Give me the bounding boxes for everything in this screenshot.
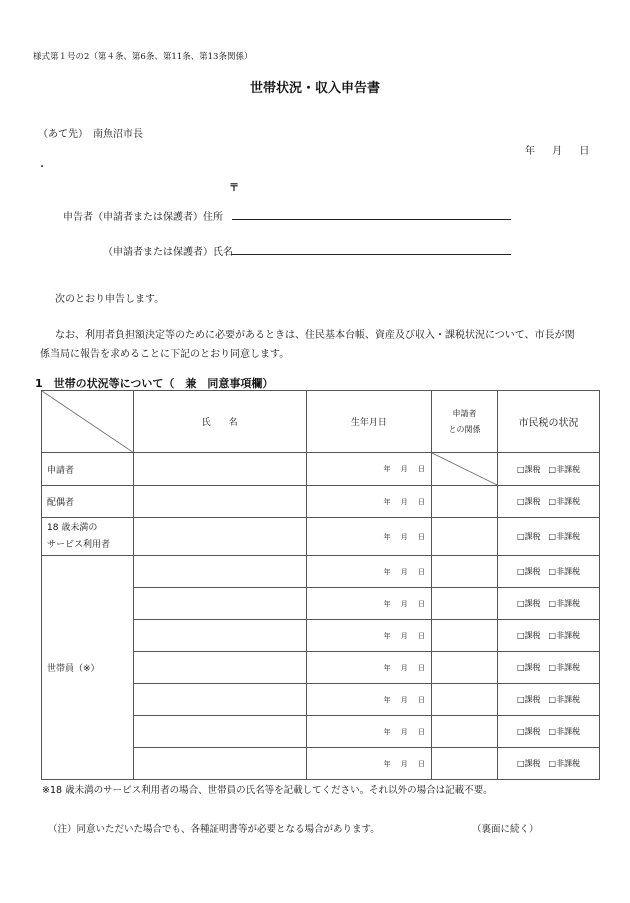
consent-note: （注）同意いただいた場合でも、各種証明書等が必要となる場合があります。 bbox=[48, 824, 380, 835]
birthdate-cell[interactable]: 年 月 日 bbox=[306, 556, 431, 588]
header-tax-status: 市民税の状況 bbox=[498, 391, 600, 453]
relation-cell[interactable] bbox=[431, 684, 497, 716]
tax-options[interactable]: □課税 □非課税 bbox=[498, 588, 600, 620]
address-input-line[interactable] bbox=[232, 219, 511, 220]
relation-cell[interactable] bbox=[431, 486, 497, 518]
section-1-title: 1 世帯の状況等について（ 兼 同意事項欄） bbox=[35, 377, 274, 390]
header-relation-line1: 申請者 bbox=[452, 408, 477, 418]
address-label: 申告者（申請者または保護者）住所 bbox=[63, 212, 223, 223]
table-row bbox=[42, 486, 600, 518]
form-title: 世帯状況・収入申告書 bbox=[249, 81, 380, 96]
relation-cell[interactable] bbox=[431, 652, 497, 684]
name-cell[interactable] bbox=[133, 748, 306, 780]
birthdate-cell[interactable]: 年 月 日 bbox=[306, 652, 431, 684]
relation-cell-disabled bbox=[431, 453, 497, 486]
name-cell[interactable] bbox=[133, 518, 306, 556]
name-cell[interactable] bbox=[133, 716, 306, 748]
diagonal-line bbox=[432, 453, 497, 485]
header-birthdate: 生年月日 bbox=[306, 391, 431, 453]
header-corner-cell bbox=[42, 391, 134, 453]
consent-line-1: なお、利用者負担額決定等のために必要があるときは、住民基本台帳、資産及び収入・課税状況について、市長が関 bbox=[55, 330, 575, 341]
tax-options[interactable]: □課税 □非課税 bbox=[498, 652, 600, 684]
header-name: 氏 名 bbox=[133, 391, 306, 453]
name-cell[interactable] bbox=[133, 453, 306, 486]
birthdate-cell[interactable]: 年 月 日 bbox=[306, 716, 431, 748]
name-input-line[interactable] bbox=[231, 254, 511, 255]
tax-options[interactable]: □課税 □非課税 bbox=[498, 684, 600, 716]
tax-options[interactable]: □課税 □非課税 bbox=[498, 556, 600, 588]
table-row bbox=[42, 556, 600, 588]
birthdate-cell[interactable]: 年 月 日 bbox=[306, 453, 431, 486]
birthdate-cell[interactable]: 年 月 日 bbox=[306, 518, 431, 556]
name-label: （申請者または保護者）氏名 bbox=[103, 247, 233, 258]
table-row bbox=[42, 518, 600, 556]
household-table bbox=[41, 390, 600, 780]
birthdate-cell[interactable]: 年 月 日 bbox=[306, 486, 431, 518]
birthdate-cell[interactable]: 年 月 日 bbox=[306, 684, 431, 716]
row-label-minor-line2: サービス利用者 bbox=[47, 539, 111, 550]
postal-mark: 〒 bbox=[229, 183, 239, 194]
tax-options[interactable]: □課税 □非課税 bbox=[498, 620, 600, 652]
header-relation-line2: との関係 bbox=[448, 424, 481, 434]
form-number: 様式第１号の2（第４条、第6条、第11条、第13条関係） bbox=[33, 52, 253, 62]
tax-options[interactable]: □課税 □非課税 bbox=[498, 748, 600, 780]
name-cell[interactable] bbox=[133, 588, 306, 620]
tax-options[interactable]: □課税 □非課税 bbox=[498, 716, 600, 748]
name-cell[interactable] bbox=[133, 684, 306, 716]
relation-cell[interactable] bbox=[431, 518, 497, 556]
relation-cell[interactable] bbox=[431, 620, 497, 652]
name-cell[interactable] bbox=[133, 620, 306, 652]
relation-cell[interactable] bbox=[431, 556, 497, 588]
header-relation bbox=[431, 391, 497, 453]
relation-cell[interactable] bbox=[431, 716, 497, 748]
birthdate-cell[interactable]: 年 月 日 bbox=[306, 588, 431, 620]
tax-options[interactable]: □課税 □非課税 bbox=[498, 518, 600, 556]
name-cell[interactable] bbox=[133, 486, 306, 518]
tax-options[interactable]: □課税 □非課税 bbox=[498, 453, 600, 486]
addressee: （あて先） 南魚沼市長 bbox=[38, 129, 143, 140]
row-label-spouse: 配偶者 bbox=[42, 486, 134, 518]
table-row bbox=[42, 453, 600, 486]
tax-options[interactable]: □課税 □非課税 bbox=[498, 486, 600, 518]
name-cell[interactable] bbox=[133, 556, 306, 588]
birthdate-cell[interactable]: 年 月 日 bbox=[306, 620, 431, 652]
declaration-text: 次のとおり申告します。 bbox=[55, 294, 165, 305]
date-field[interactable]: 年 月 日 bbox=[525, 146, 590, 157]
relation-cell[interactable] bbox=[431, 588, 497, 620]
diagonal-line bbox=[42, 391, 133, 452]
consent-line-2: 係当局に報告を求めることに下記のとおり同意します。 bbox=[40, 349, 290, 360]
row-label-minor bbox=[42, 518, 134, 556]
relation-cell[interactable] bbox=[431, 748, 497, 780]
name-cell[interactable] bbox=[133, 652, 306, 684]
bullet-mark: ・ bbox=[37, 162, 47, 173]
birthdate-cell[interactable]: 年 月 日 bbox=[306, 748, 431, 780]
asterisk-note: ※18 歳未満のサービス利用者の場合、世帯員の氏名等を記載してください。それ以外の場合は記載不要。 bbox=[42, 785, 493, 796]
continued-note: （裏面に続く） bbox=[472, 824, 539, 835]
table-header-row bbox=[42, 391, 600, 453]
row-label-household: 世帯員（※） bbox=[42, 556, 134, 780]
row-label-applicant: 申請者 bbox=[42, 453, 134, 486]
row-label-minor-line1: 18 歳未満の bbox=[47, 522, 98, 533]
